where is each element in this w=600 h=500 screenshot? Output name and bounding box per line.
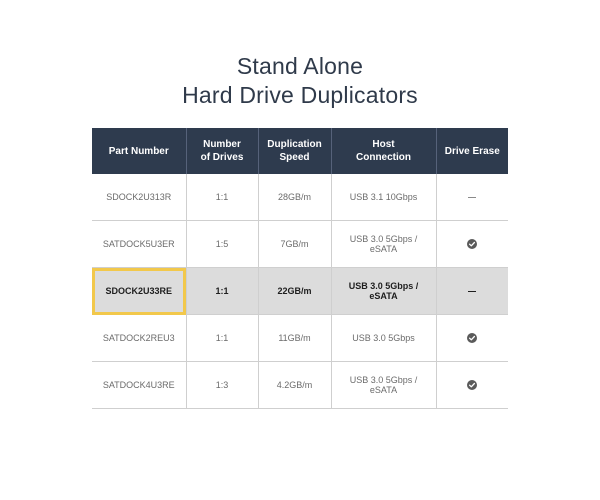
header-duplication-speed: Duplication Speed [258, 128, 331, 174]
duplication-speed-cell: 7GB/m [258, 221, 331, 268]
drive-erase-cell [436, 315, 508, 362]
check-circle-icon [467, 239, 477, 249]
title-line-2: Hard Drive Duplicators [182, 82, 418, 108]
host-connection-cell: USB 3.0 5Gbps / eSATA [331, 362, 436, 409]
part-number-cell: SATDOCK4U3RE [92, 362, 186, 409]
duplication-speed-cell: 22GB/m [258, 268, 331, 315]
dash-icon [468, 197, 476, 198]
table-row[interactable] [92, 315, 508, 362]
header-host-connection: Host Connection [331, 128, 436, 174]
comparison-table [92, 128, 508, 409]
table-row[interactable] [92, 362, 508, 409]
table-row[interactable] [92, 174, 508, 221]
page-title [0, 52, 600, 110]
drive-erase-cell [436, 174, 508, 221]
drive-erase-cell [436, 221, 508, 268]
check-circle-icon [467, 380, 477, 390]
title-line-1: Stand Alone [236, 53, 364, 79]
header-drive-erase: Drive Erase [436, 128, 508, 174]
number-of-drives-cell: 1:1 [186, 268, 258, 315]
drive-erase-cell [436, 268, 508, 315]
check-circle-icon [467, 333, 477, 343]
duplication-speed-cell: 28GB/m [258, 174, 331, 221]
number-of-drives-cell: 1:3 [186, 362, 258, 409]
table-body [92, 174, 508, 409]
duplication-speed-cell: 4.2GB/m [258, 362, 331, 409]
host-connection-cell: USB 3.0 5Gbps [331, 315, 436, 362]
number-of-drives-cell: 1:1 [186, 315, 258, 362]
number-of-drives-cell: 1:1 [186, 174, 258, 221]
host-connection-cell: USB 3.1 10Gbps [331, 174, 436, 221]
part-number-cell: SDOCK2U313R [92, 174, 186, 221]
number-of-drives-cell: 1:5 [186, 221, 258, 268]
part-number-cell: SATDOCK5U3ER [92, 221, 186, 268]
table-header-row [92, 128, 508, 174]
table-row[interactable] [92, 221, 508, 268]
table-row[interactable] [92, 268, 508, 315]
part-number-cell: SATDOCK2REU3 [92, 315, 186, 362]
drive-erase-cell [436, 362, 508, 409]
header-part-number: Part Number [92, 128, 186, 174]
header-number-of-drives: Number of Drives [186, 128, 258, 174]
duplication-speed-cell: 11GB/m [258, 315, 331, 362]
host-connection-cell: USB 3.0 5Gbps / eSATA [331, 268, 436, 315]
host-connection-cell: USB 3.0 5Gbps / eSATA [331, 221, 436, 268]
dash-icon [468, 291, 476, 292]
part-number-cell: SDOCK2U33RE [92, 268, 186, 315]
